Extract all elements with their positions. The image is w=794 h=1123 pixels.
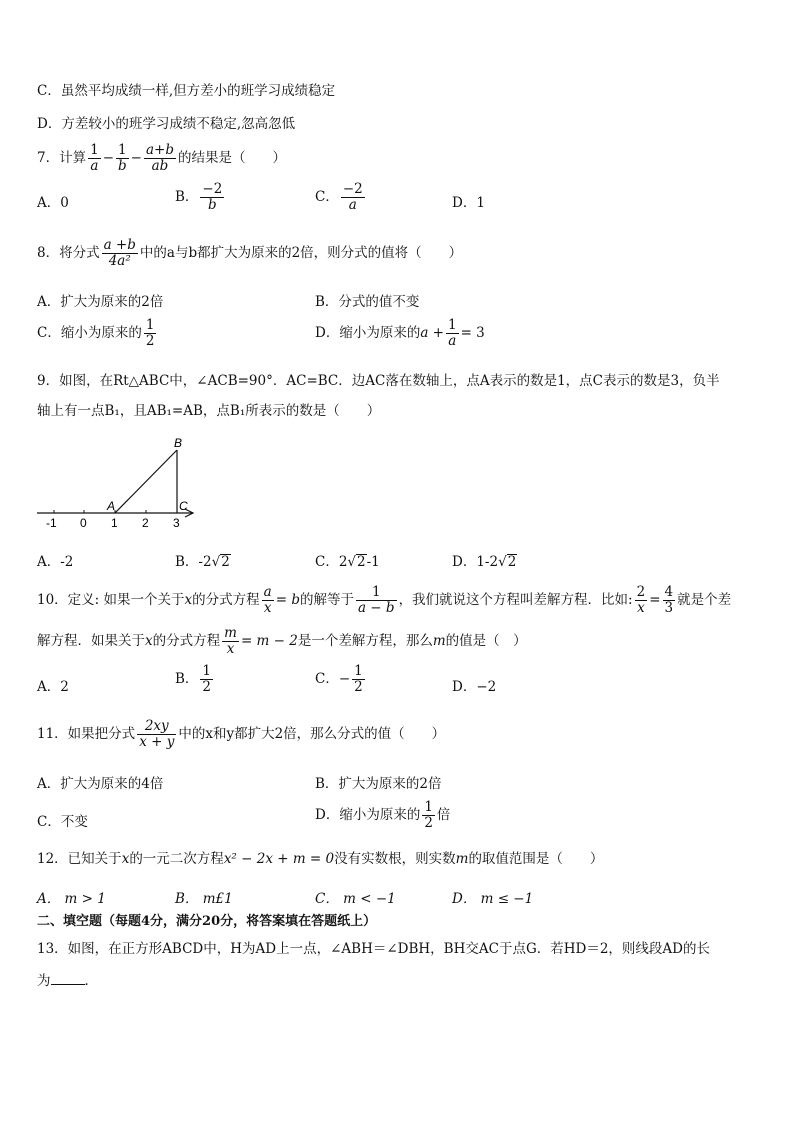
- fraction-a-plus-b-over-4a2: $\frac{a +b}{\text{4a²}}$: [103, 237, 136, 269]
- q12-stem: 12．已知关于x的一元二次方程x² − 2x + m = 0没有实数根，则实数m的取值范围是（ ）: [37, 851, 604, 867]
- q11-stem: 11．如果把分式 $\frac{2xy}{x + y}$ 中的x和y都扩大2倍，那么分式的值（ ）: [37, 718, 446, 750]
- label-b: B: [174, 436, 183, 450]
- q9-option-a: A．-2: [37, 554, 74, 570]
- q7-stem: 7．计算 $\frac{1}{a}$ − $\frac{1}{b}$ − $\frac{a+b}{ab}$ 的结果是（ ）: [37, 142, 286, 174]
- q10-option-a: A．2: [37, 679, 69, 695]
- tick-label-3: 3: [173, 516, 180, 530]
- q12-option-d: D． m ≤ −1: [452, 891, 534, 907]
- tick-label-0: 0: [80, 516, 87, 530]
- q6-option-d: D．方差较小的班学习成绩不稳定,忽高忽低: [37, 116, 296, 132]
- q8-option-b: B．分式的值不变: [315, 294, 420, 310]
- q7-option-a: A．0: [37, 195, 69, 211]
- q6-option-c: C．虽然平均成绩一样,但方差小的班学习成绩稳定: [37, 83, 336, 99]
- label-c: C: [179, 499, 188, 513]
- q10-option-b: B． $\frac{1}{2}$: [175, 663, 212, 695]
- q8-option-d: D．缩小为原来的a + $\frac{1}{a}$ = 3: [315, 317, 485, 349]
- q8-option-a: A．扩大为原来的2倍: [37, 294, 164, 310]
- q9-option-d: D．1-2√2: [452, 554, 517, 570]
- q7-option-b: B． $\frac{-2}{b}$: [175, 181, 223, 213]
- tick-label-2: 2: [142, 516, 149, 530]
- q9-stem-line2: 轴上有一点B₁，且AB₁=AB，点B₁所表示的数是（ ）: [37, 403, 381, 419]
- q9-stem-line1: 9．如图，在Rt△ABC中，∠ACB=90°．AC=BC．边AC落在数轴上，点A表示的数是1，点C表示的数是3，负半: [37, 373, 720, 389]
- q8-stem: 8．将分式 $\frac{a +b}{\text{4a²}}$ 中的a与b都扩大为原来的2倍，则分式的值将（ ）: [37, 237, 463, 269]
- tick-label-1: 1: [111, 516, 118, 530]
- segment-ab: [115, 450, 177, 513]
- fraction-1-over-b: $\frac{1}{b}$: [118, 142, 127, 174]
- fraction-a-plus-b-over-ab: $\frac{a+b}{ab}$: [145, 142, 174, 174]
- q11-option-b: B．扩大为原来的2倍: [315, 776, 442, 792]
- q11-option-c: C．不变: [37, 814, 88, 830]
- q11-option-d: D．缩小为原来的 $\frac{1}{2}$ 倍: [315, 799, 451, 831]
- q9-option-c: C．2√2-1: [315, 554, 380, 570]
- q8-option-c: C．缩小为原来的 $\frac{1}{2}$: [37, 317, 155, 349]
- q12-option-a: A． m > 1: [37, 891, 106, 907]
- q11-option-a: A．扩大为原来的4倍: [37, 776, 164, 792]
- q12-option-b: B． m£1: [175, 891, 233, 907]
- answer-blank[interactable]: [51, 984, 85, 985]
- q9-option-b: B．-2√2: [175, 554, 230, 570]
- q10-stem-line2: 解方程．如果关于x的分式方程 $\frac{m}{x}$ = m − 2是一个差解方程，那么m的值是（ ）: [37, 625, 527, 657]
- q10-stem-line1: 10．定义: 如果一个关于x的分式方程 $\frac{a}{x}$ = b的解等于 $\frac{1}{a - b}$ ，我们就说这个方程叫差解方程．比如: $\frac{2}{x}$ = $\frac{4}{3}$ 就是个差: [37, 584, 732, 616]
- label-a: A: [107, 499, 116, 513]
- q7-option-c: C． $\frac{-2}{a}$: [315, 181, 363, 213]
- q10-option-c: C．− $\frac{1}{2}$: [315, 663, 363, 695]
- q13-stem-line1: 13．如图，在正方形ABCD中，H为AD上一点，∠ABH＝∠DBH，BH交AC于点G．若HD＝2，则线段AD的长: [37, 941, 710, 957]
- q9-figure-number-line: [35, 432, 205, 532]
- section-heading-fill-in: 二、填空题（每题4分，满分20分，将答案填在答题纸上）: [37, 914, 377, 929]
- q13-stem-line2: 为 ．: [37, 973, 98, 989]
- fraction-1-over-a: $\frac{1}{a}$: [90, 142, 99, 174]
- tick-label-neg1: -1: [46, 516, 57, 530]
- q7-option-d: D．1: [452, 195, 485, 211]
- q12-option-c: C． m < −1: [315, 891, 396, 907]
- q10-option-d: D．−2: [452, 679, 497, 695]
